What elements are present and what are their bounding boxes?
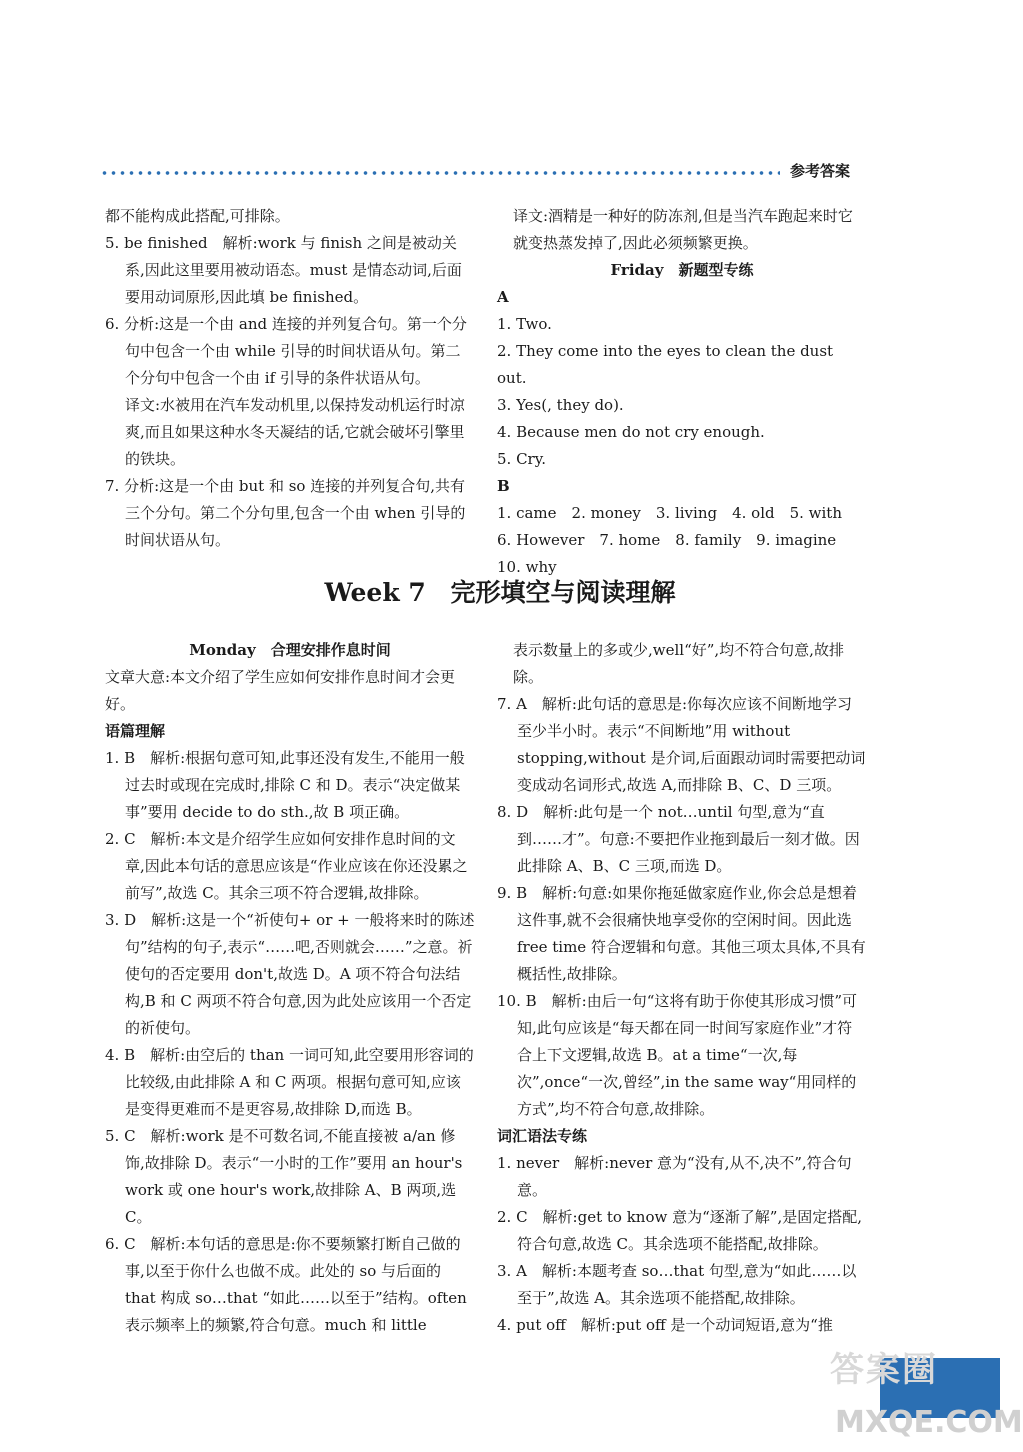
bottom-right-column xyxy=(497,637,867,1339)
answer-a-4: 4. Because men do not cry enough. xyxy=(497,423,765,441)
answer-b-row-2: 6. However 7. home 8. family 9. imagine xyxy=(497,531,837,549)
header-dotted-rule xyxy=(100,168,780,178)
answer-item-7: 7. 分析:这是一个由 but 和 so 连接的并列复合句,共有三个分句。第二个分句里,包含一个由 when 引导的时间状语从句。 xyxy=(105,477,466,549)
answer-b-row-1: 1. came 2. money 3. living 4. old 5. with xyxy=(497,504,842,522)
friday-heading: Friday 新题型专练 xyxy=(610,261,754,279)
answer-item-6: 6. C 解析:本句话的意思是:你不要频繁打断自己做的事,以至于你什么也做不成。此处的 so 与后面的 that 构成 so…that “如此……以至于”结构。often 表示频率上的频繁,符合句意。much 和 little xyxy=(105,1235,467,1334)
watermark-url: MXQE.COM xyxy=(835,1405,1023,1440)
answer-item-7: 7. A 解析:此句话的意思是:你每次应该不间断地学习至少半小时。表示“不间断地”用 without stopping,without 是介词,后面跟动词时需要把动词变成动名词形式,故选 A,而排除 B、C、D 三项。 xyxy=(497,695,866,794)
translation: 译文:水被用在汽车发动机里,以保持发动机运行时凉爽,而且如果这种水冬天凝结的话,它就会破坏引擎里的铁块。 xyxy=(125,396,465,468)
translation: 译文:酒精是一种好的防冻剂,但是当汽车跑起来时它就变热蒸发掉了,因此必须频繁更换。 xyxy=(513,207,853,252)
section-a-label: A xyxy=(497,288,509,306)
answer-item-3: 3. D 解析:这是一个“祈使句+ or + 一般将来时的陈述句”结构的句子,表示“……吧,否则就会……”之意。祈使句的否定要用 don't,故选 D。A 项不符合句法结构,B 和 C 两项不符合句意,因为此处应该用一个否定的祈使句。 xyxy=(105,911,475,1037)
bottom-left-column xyxy=(105,637,475,1339)
paragraph: 都不能构成此搭配,可排除。 xyxy=(105,207,290,225)
answer-item-1: 1. B 解析:根据句意可知,此事还没有发生,不能用一般过去时或现在完成时,排除 C 和 D。表示“决定做某事”要用 decide to do sth.,故 B 项正确。 xyxy=(105,749,465,821)
paragraph: 表示数量上的多或少,well“好”,均不符合句意,故排除。 xyxy=(513,641,844,686)
vocab-item-1: 1. never 解析:never 意为“没有,从不,决不”,符合句意。 xyxy=(497,1154,852,1199)
answer-a-3: 3. Yes(, they do). xyxy=(497,396,624,414)
subsection-heading: 语篇理解 xyxy=(105,722,166,740)
answer-item-6: 6. 分析:这是一个由 and 连接的并列复合句。第一个分句中包含一个由 while 引导的时间状语从句。第二个分句中包含一个由 if 引导的条件状语从句。 xyxy=(105,315,467,387)
answer-item-2: 2. C 解析:本文是介绍学生应如何安排作息时间的文章,因此本句话的意思应该是“作业应该在你还没累之前写”,故选 C。其余三项不符合逻辑,故排除。 xyxy=(105,830,468,902)
week-title: 完形填空与阅读理解 xyxy=(450,578,676,607)
answer-a-5: 5. Cry. xyxy=(497,450,546,468)
answer-item-5: 5. C 解析:work 是不可数名词,不能直接被 a/an 修饰,故排除 D。表示“一小时的工作”要用 an hour's work 或 one hour's work,故排除 A、B 两项,选 C。 xyxy=(105,1127,463,1226)
answer-item-5: 5. be finished 解析:work 与 finish 之间是被动关系,因此这里要用被动语态。must 是情态动词,后面要用动词原形,因此填 be finished。 xyxy=(105,234,462,306)
answer-item-8: 8. D 解析:此句是一个 not…until 句型,意为“直到……才”。句意:不要把作业拖到最后一刻才做。因此排除 A、B、C 三项,而选 D。 xyxy=(497,803,860,875)
vocab-item-2: 2. C 解析:get to know 意为“逐渐了解”,是固定搭配,符合句意,故选 C。其余选项不能搭配,故排除。 xyxy=(497,1208,862,1253)
vocab-item-3: 3. A 解析:本题考查 so…that 句型,意为“如此……以至于”,故选 A。其余选项不能搭配,故排除。 xyxy=(497,1262,857,1307)
section-title: 参考答案 xyxy=(790,162,851,180)
subsection-heading: 词汇语法专练 xyxy=(497,1127,588,1145)
article-summary: 文章大意:本文介绍了学生应如何安排作息时间才会更好。 xyxy=(105,668,456,713)
top-right-column xyxy=(497,203,867,581)
week-label: Week 7 xyxy=(324,578,426,607)
answer-item-9: 9. B 解析:句意:如果你拖延做家庭作业,你会总是想着这件事,就不会很痛快地享受你的空闲时间。因此选 free time 符合逻辑和句意。其他三项太具体,不具有概括性,故排除。 xyxy=(497,884,866,983)
vocab-item-4: 4. put off 解析:put off 是一个动词短语,意为“推 xyxy=(497,1316,833,1334)
top-left-column xyxy=(105,203,475,554)
watermark-logo: 答案圈 xyxy=(830,1350,938,1390)
monday-heading: Monday 合理安排作息时间 xyxy=(189,641,391,659)
week-heading xyxy=(0,575,1000,611)
answer-a-2: 2. They come into the eyes to clean the dust out. xyxy=(497,342,834,387)
section-b-label: B xyxy=(497,477,510,495)
answer-a-1: 1. Two. xyxy=(497,315,552,333)
answer-item-10: 10. B 解析:由后一句“这将有助于你使其形成习惯”可知,此句应该是“每天都在同一时间写家庭作业”才符合上下文逻辑,故选 B。at a time“一次,每次”,once“一次,曾经”,in the same way“用同样的方式”,均不符合句意,故排除。 xyxy=(497,992,858,1118)
answer-item-4: 4. B 解析:由空后的 than 一词可知,此空要用形容词的比较级,由此排除 A 和 C 两项。根据句意可知,应该是变得更难而不是更容易,故排除 D,而选 B。 xyxy=(105,1046,474,1118)
answer-b-row-3: 10. why xyxy=(497,558,557,576)
